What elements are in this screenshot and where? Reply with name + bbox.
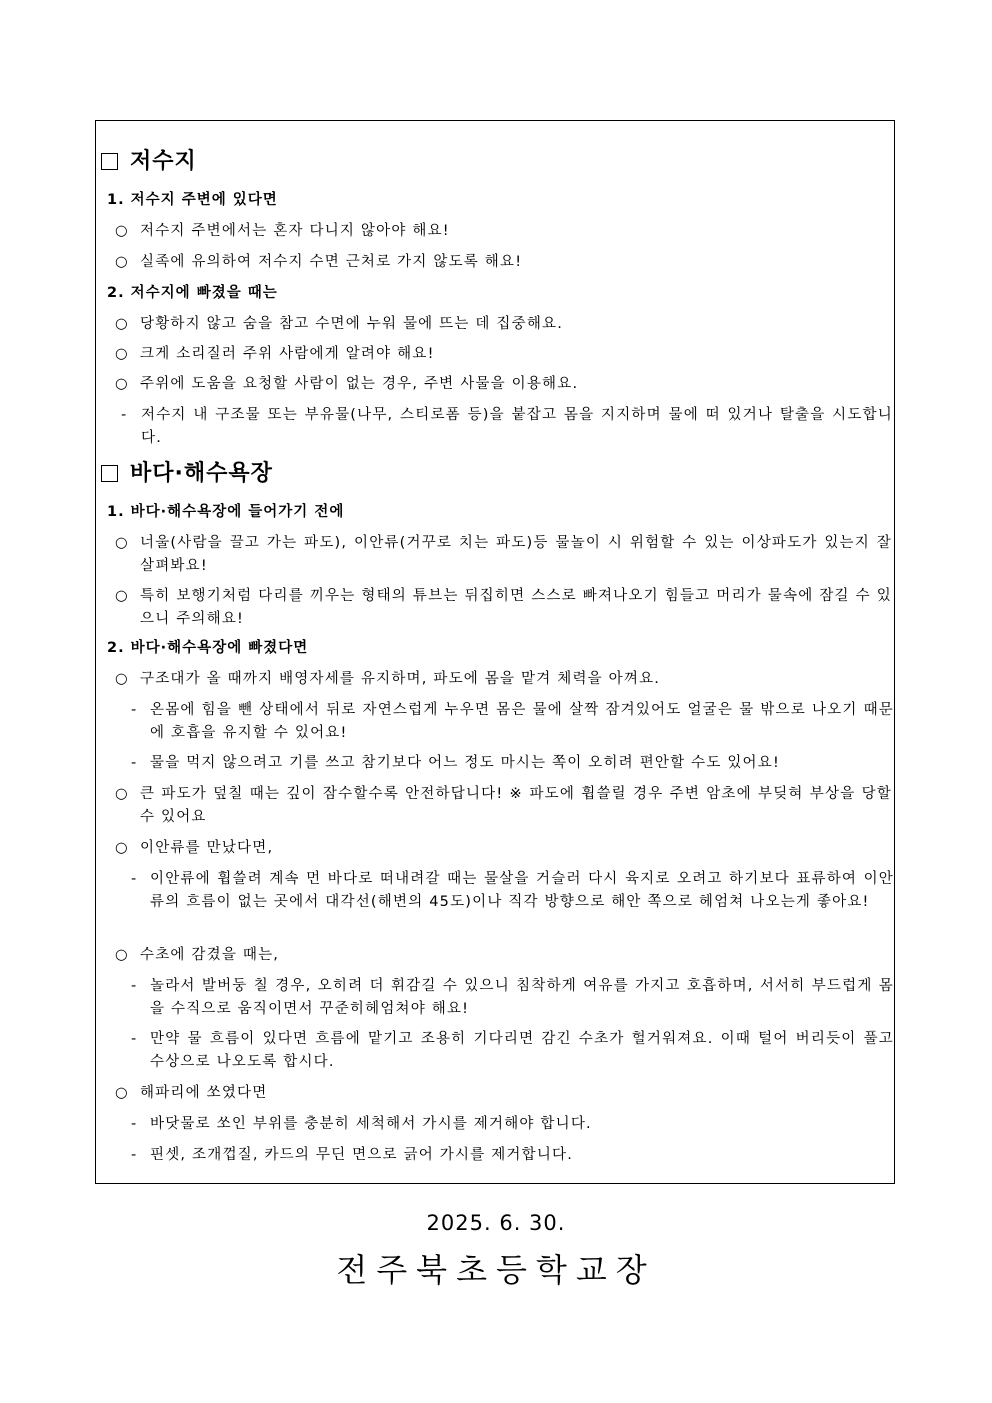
subheading: 1. 바다·해수욕장에 들어가기 전에 [107,504,345,520]
dash-bullet-icon: - [131,871,138,887]
dash-bullet-icon: - [131,1031,138,1047]
dash-bullet-icon: - [131,702,138,718]
circle-bullet-icon: ○ [115,535,129,551]
circle-bullet-icon: ○ [115,786,129,802]
dash-bullet-icon: - [131,978,138,994]
circle-bullet-icon: ○ [115,346,129,362]
dash-bullet-icon: - [131,1116,138,1132]
principal-signature: 전주북초등학교장 [336,1251,656,1289]
square-bullet-icon [101,465,118,482]
dash-bullet-icon: - [121,407,128,423]
dash-bullet-icon: - [131,1147,138,1163]
circle-bullet-icon: ○ [115,1085,129,1101]
circle-bullet-icon: ○ [115,223,129,239]
section-title-reservoir: 저수지 [101,148,197,176]
circle-bullet-icon: ○ [115,671,129,687]
document-date: 2025. 6. 30. [426,1211,566,1235]
square-bullet-icon [101,153,118,170]
circle-bullet-icon: ○ [115,840,129,856]
circle-bullet-icon: ○ [115,376,129,392]
subheading: 2. 바다·해수욕장에 빠졌다면 [107,640,309,656]
circle-bullet-icon: ○ [115,947,129,963]
circle-bullet-icon: ○ [115,254,129,270]
subheading: 1. 저수지 주변에 있다면 [107,192,278,208]
circle-bullet-icon: ○ [115,588,129,604]
dash-bullet-icon: - [131,755,138,771]
subheading: 2. 저수지에 빠졌을 때는 [107,285,278,301]
circle-bullet-icon: ○ [115,316,129,332]
section-title-beach: 바다·해수욕장 [101,460,273,488]
